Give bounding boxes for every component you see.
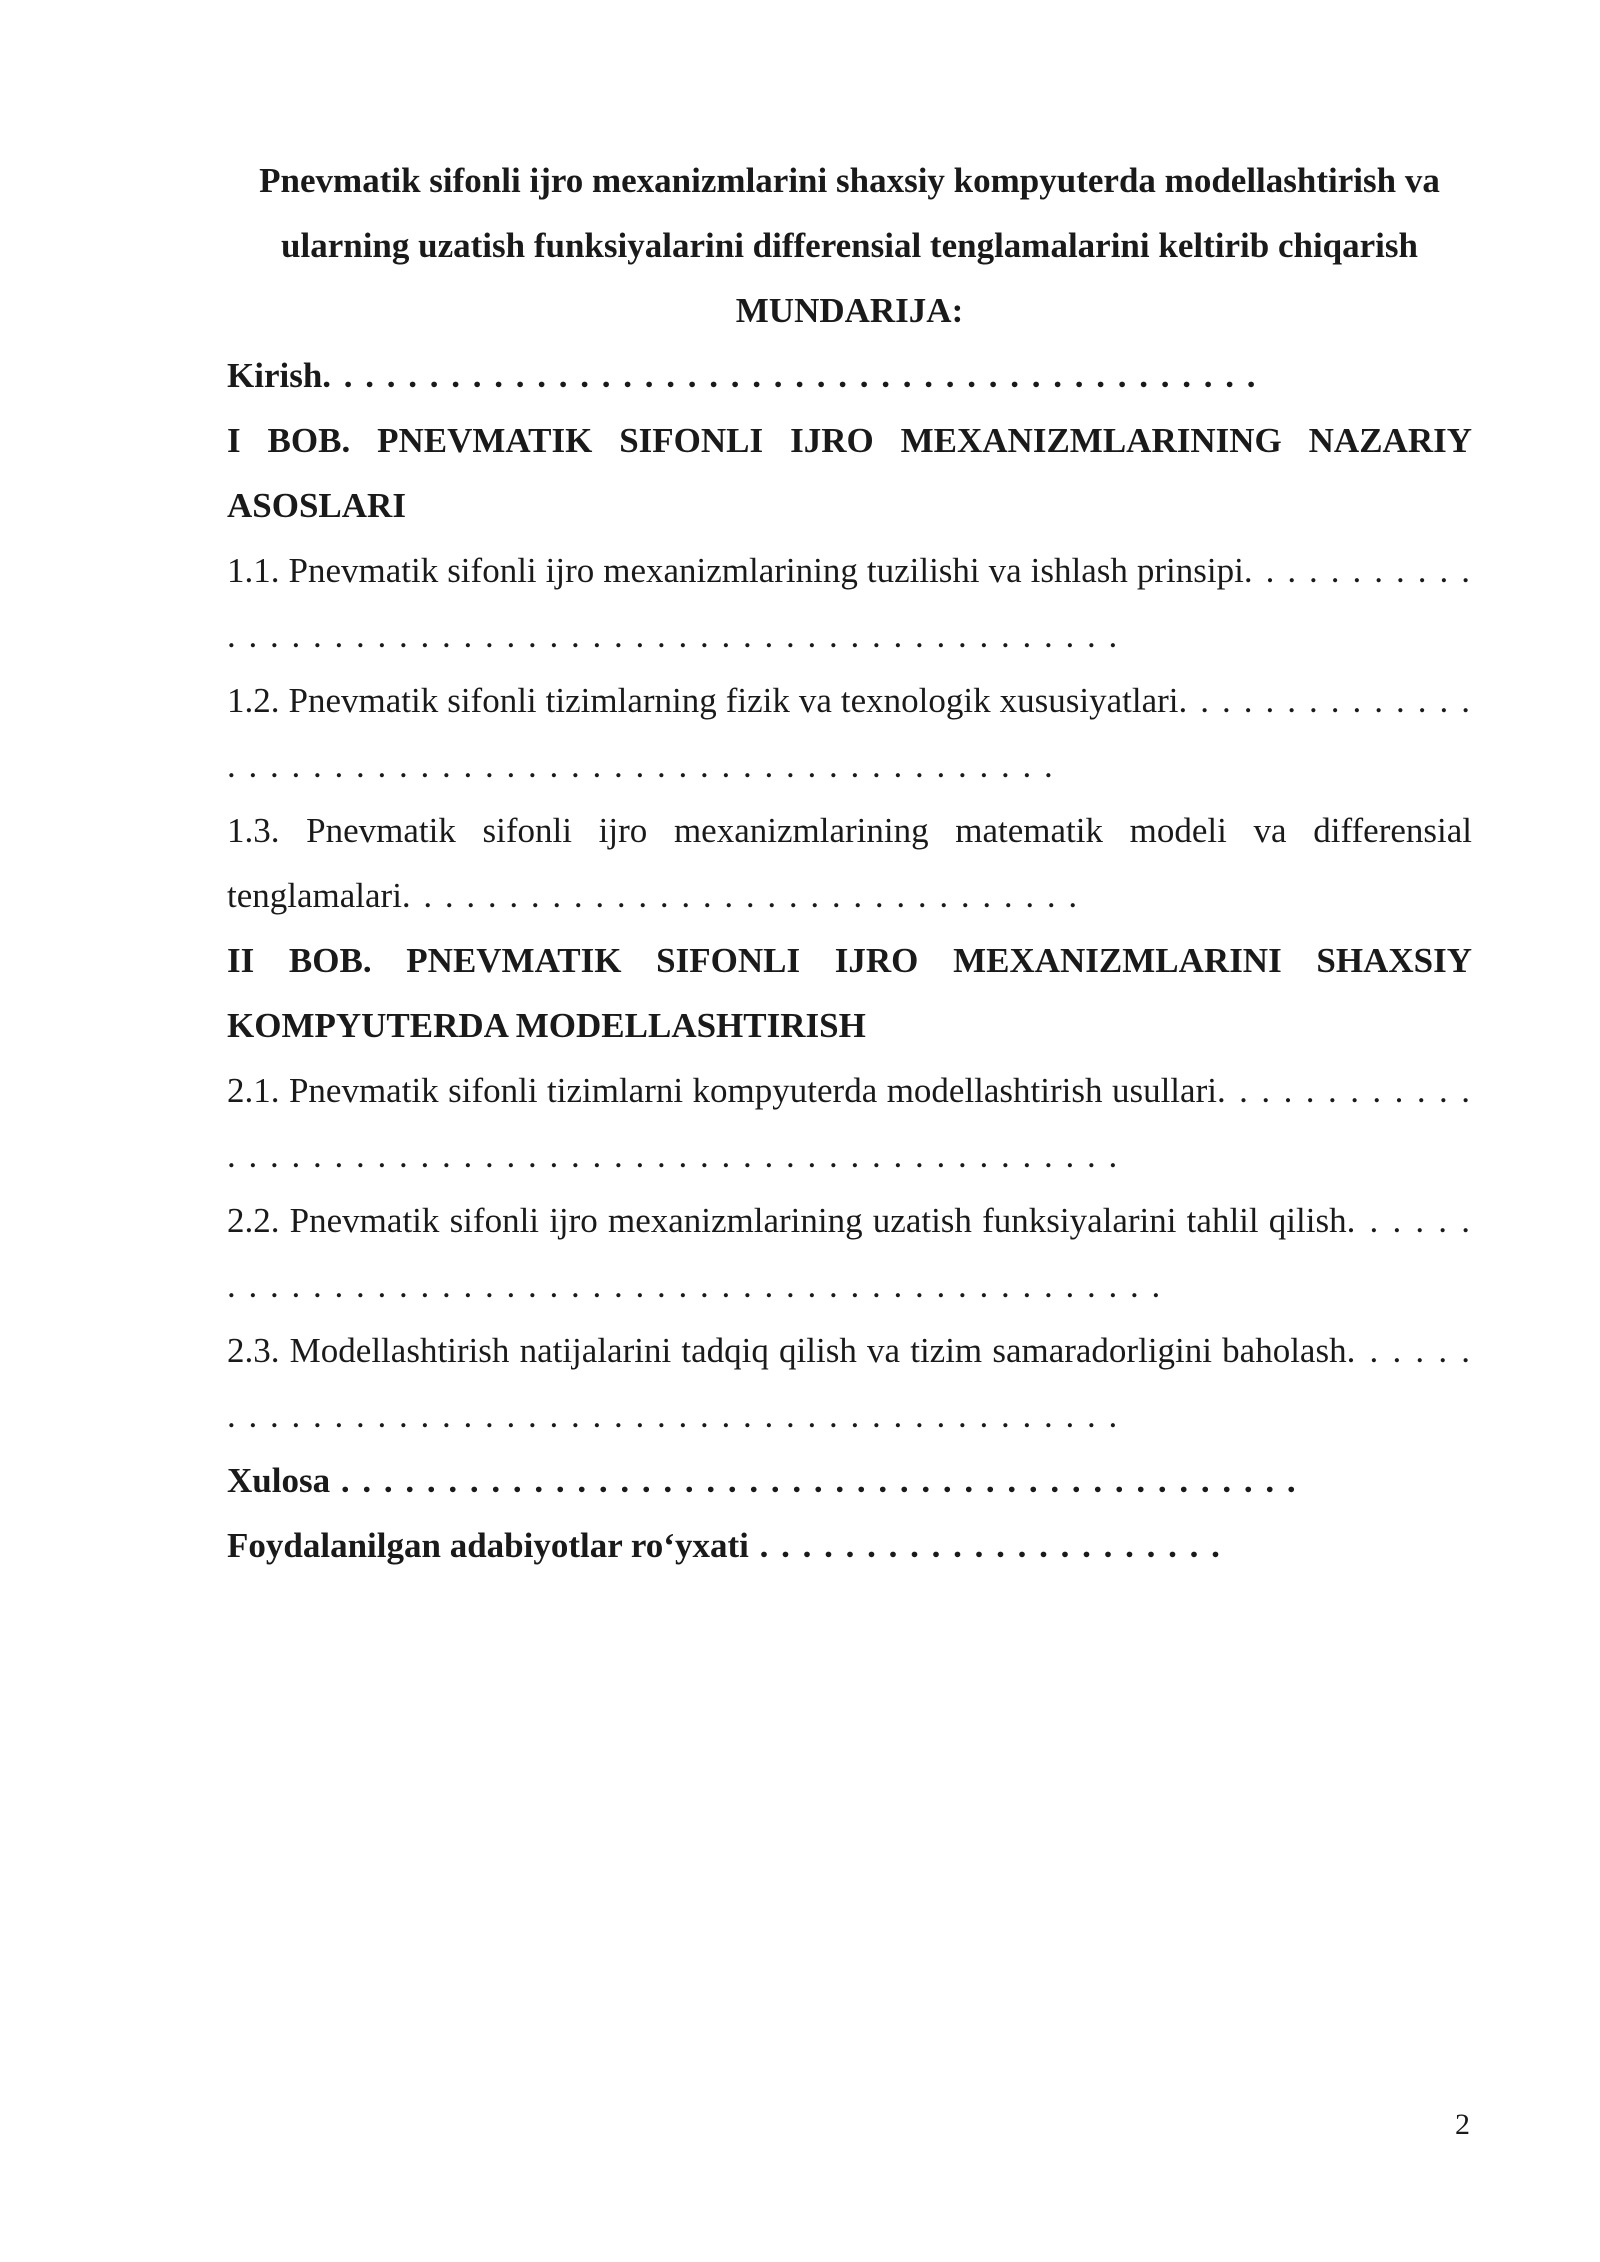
toc-dot-leader: . . . . . . . . . . . . . . . . . . . . . . . . . . . . . . . . . . . . . . . . . . . . . . . . bbox=[227, 1331, 1473, 1435]
toc-entry-introduction bbox=[227, 343, 1472, 408]
toc-entry-conclusion bbox=[227, 1448, 1472, 1513]
toc-entry-label: Foydalanilgan adabiyotlar ro‘yxati bbox=[227, 1526, 749, 1565]
toc-dot-leader: . . . . . . . . . . . . . . . . . . . . . . . . . . . . . . . . . . . . . . . . . . . . . . . . . . . . . bbox=[227, 681, 1473, 785]
toc-entry-section-2-1 bbox=[227, 1058, 1472, 1188]
toc-entry-chapter-2 bbox=[227, 928, 1472, 1058]
toc-dot-leader: . . . . . . . . . . . . . . . . . . . . . . . . . . . . . . . . . . . . . . . . . . . . . . . . . . . . . bbox=[227, 551, 1472, 655]
toc-dot-leader: . . . . . . . . . . . . . . . . . . . . . . . . . . . . . . . . bbox=[401, 876, 1080, 915]
toc-entry-label: Kirish bbox=[227, 356, 323, 395]
toc-entry-label: 1.2. Pnevmatik sifonli tizimlarning fizik va texnologik xususiyatlari bbox=[227, 681, 1179, 720]
toc-entry-chapter-1 bbox=[227, 408, 1472, 538]
toc-entry-label: I BOB. PNEVMATIK SIFONLI IJRO MEXANIZMLARINING NAZARIY ASOSLARI bbox=[227, 421, 1472, 525]
toc-entry-label: 1.3. Pnevmatik sifonli ijro mexanizmlarining matematik modeli va differensial tenglamalari bbox=[227, 811, 1472, 915]
page-number: 2 bbox=[1455, 2108, 1470, 2141]
toc-entry-section-1-2 bbox=[227, 668, 1472, 798]
toc-entry-label: 2.1. Pnevmatik sifonli tizimlarni kompyuterda modellashtirish usullari bbox=[227, 1071, 1217, 1110]
document-page bbox=[227, 148, 1472, 1578]
table-of-contents bbox=[227, 343, 1472, 1578]
toc-dot-leader: . . . . . . . . . . . . . . . . . . . . . . . . . . . . . . . . . . . . . . . . . . . . bbox=[322, 356, 1258, 395]
toc-entry-label: 2.2. Pnevmatik sifonli ijro mexanizmlarining uzatish funksiyalarini tahlil qilish bbox=[227, 1201, 1347, 1240]
toc-entry-section-1-3 bbox=[227, 798, 1472, 928]
toc-entry-label: Xulosa bbox=[227, 1461, 331, 1500]
toc-entry-references bbox=[227, 1513, 1472, 1578]
toc-dot-leader: . . . . . . . . . . . . . . . . . . . . . . bbox=[748, 1526, 1222, 1565]
toc-dot-leader: . . . . . . . . . . . . . . . . . . . . . . . . . . . . . . . . . . . . . . . . . . . . . . . . . . bbox=[227, 1201, 1472, 1305]
toc-entry-label: 1.1. Pnevmatik sifonli ijro mexanizmlarining tuzilishi va ishlash prinsipi bbox=[227, 551, 1244, 590]
toc-entry-section-2-2 bbox=[227, 1188, 1472, 1318]
toc-entry-label: II BOB. PNEVMATIK SIFONLI IJRO MEXANIZMLARINI SHAXSIY KOMPYUTERDA MODELLASHTIRISH bbox=[227, 941, 1472, 1045]
document-title: Pnevmatik sifonli ijro mexanizmlarini shaxsiy kompyuterda modellashtirish va ularning uzatish funksiyalarini differensial tenglamalarini keltirib chiqarish bbox=[259, 161, 1440, 265]
toc-dot-leader: . . . . . . . . . . . . . . . . . . . . . . . . . . . . . . . . . . . . . . . . . . . . . bbox=[330, 1461, 1298, 1500]
toc-entry-section-2-3 bbox=[227, 1318, 1472, 1448]
toc-dot-leader: . . . . . . . . . . . . . . . . . . . . . . . . . . . . . . . . . . . . . . . . . . . . . . . . . . . . . . bbox=[227, 1071, 1472, 1175]
toc-entry-section-1-1 bbox=[227, 538, 1472, 668]
toc-heading: MUNDARIJA: bbox=[735, 291, 964, 330]
toc-entry-label: 2.3. Modellashtirish natijalarini tadqiq qilish va tizim samaradorligini baholash bbox=[227, 1331, 1347, 1370]
